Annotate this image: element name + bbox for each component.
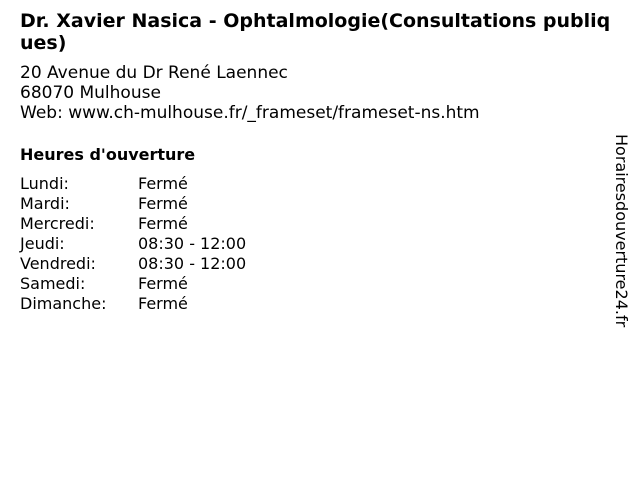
hours-row-wednesday — [20, 214, 620, 234]
hours-row-monday — [20, 174, 620, 194]
business-title: Dr. Xavier Nasica - Ophtalmologie(Consultations publiques) — [20, 10, 611, 54]
day-hours: Fermé — [138, 174, 188, 193]
hours-row-sunday — [20, 294, 620, 314]
day-hours: Fermé — [138, 194, 188, 213]
hours-row-friday — [20, 254, 620, 274]
hours-row-tuesday — [20, 194, 620, 214]
day-label: Samedi: — [20, 274, 86, 293]
day-label: Mardi: — [20, 194, 70, 213]
hours-row-saturday — [20, 274, 620, 294]
day-hours: Fermé — [138, 294, 188, 313]
day-label: Mercredi: — [20, 214, 95, 233]
day-hours: 08:30 - 12:00 — [138, 254, 247, 273]
hours-row-thursday — [20, 234, 620, 254]
day-hours: Fermé — [138, 214, 188, 233]
day-hours: Fermé — [138, 274, 188, 293]
address-city: 68070 Mulhouse — [20, 83, 161, 103]
business-card — [20, 10, 620, 314]
website-text: Web: www.ch-mulhouse.fr/_frameset/frameset-ns.htm — [20, 103, 480, 123]
day-hours: 08:30 - 12:00 — [138, 234, 247, 253]
day-label: Lundi: — [20, 174, 69, 193]
day-label: Dimanche: — [20, 294, 107, 313]
site-watermark-label: Horairesdouverture24.fr — [612, 134, 631, 328]
day-label: Vendredi: — [20, 254, 96, 273]
address-street: 20 Avenue du Dr René Laennec — [20, 63, 288, 83]
hours-table — [20, 174, 620, 314]
hours-heading: Heures d'ouverture — [20, 145, 196, 164]
day-label: Jeudi: — [20, 234, 65, 253]
address-block — [20, 63, 620, 123]
